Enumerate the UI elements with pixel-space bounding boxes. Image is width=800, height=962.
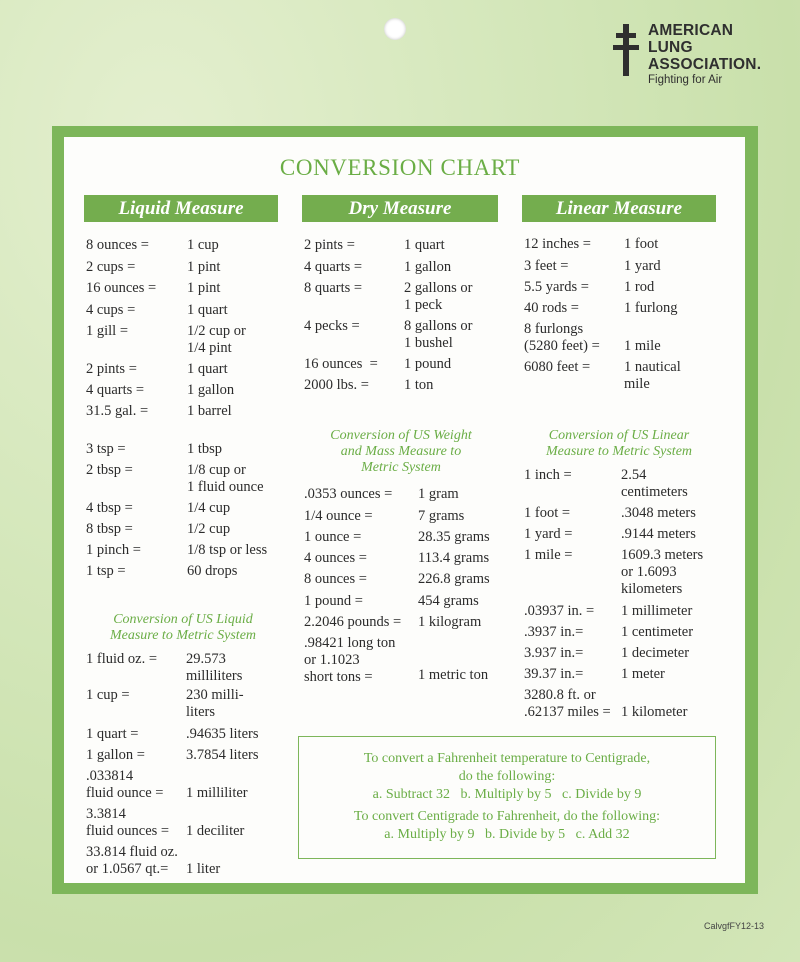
- dry-measure-header: Dry Measure: [302, 195, 498, 222]
- american-lung-association-logo: [612, 22, 782, 92]
- chart-title: CONVERSION CHART: [279, 155, 521, 180]
- linear-measure-header: Linear Measure: [522, 195, 716, 222]
- punch-hole: [384, 18, 406, 40]
- temperature-line: To convert a Fahrenheit temperature to Centigrade,: [363, 751, 651, 766]
- temperature-steps: a. Subtract 32 b. Multiply by 5 c. Divide by 9: [372, 787, 642, 802]
- logo-name-line: ASSOCIATION.: [648, 56, 762, 73]
- liquid-metric-subheader: Conversion of US Liquid Measure to Metric System: [109, 612, 257, 643]
- double-barred-cross-icon: [612, 24, 640, 76]
- form-code: CalvgfFY12-13: [704, 921, 765, 931]
- temperature-conversion-box: [298, 736, 716, 859]
- temperature-steps: a. Multiply by 9 b. Divide by 5 c. Add 32: [384, 827, 630, 842]
- dry-metric-subheader: Conversion of US Weight and Mass Measure to Metric System: [330, 428, 472, 475]
- liquid-measure-header: Liquid Measure: [84, 195, 278, 222]
- logo-name-line: AMERICAN: [648, 22, 734, 39]
- temperature-line: do the following:: [458, 769, 556, 784]
- logo-tagline: Fighting for Air: [648, 74, 723, 86]
- linear-metric-subheader: Conversion of US Linear Measure to Metric System: [545, 428, 693, 459]
- logo-name: [648, 22, 761, 73]
- temperature-line: To convert Centigrade to Fahrenheit, do the following:: [353, 809, 661, 824]
- logo-name-line: LUNG: [648, 39, 693, 56]
